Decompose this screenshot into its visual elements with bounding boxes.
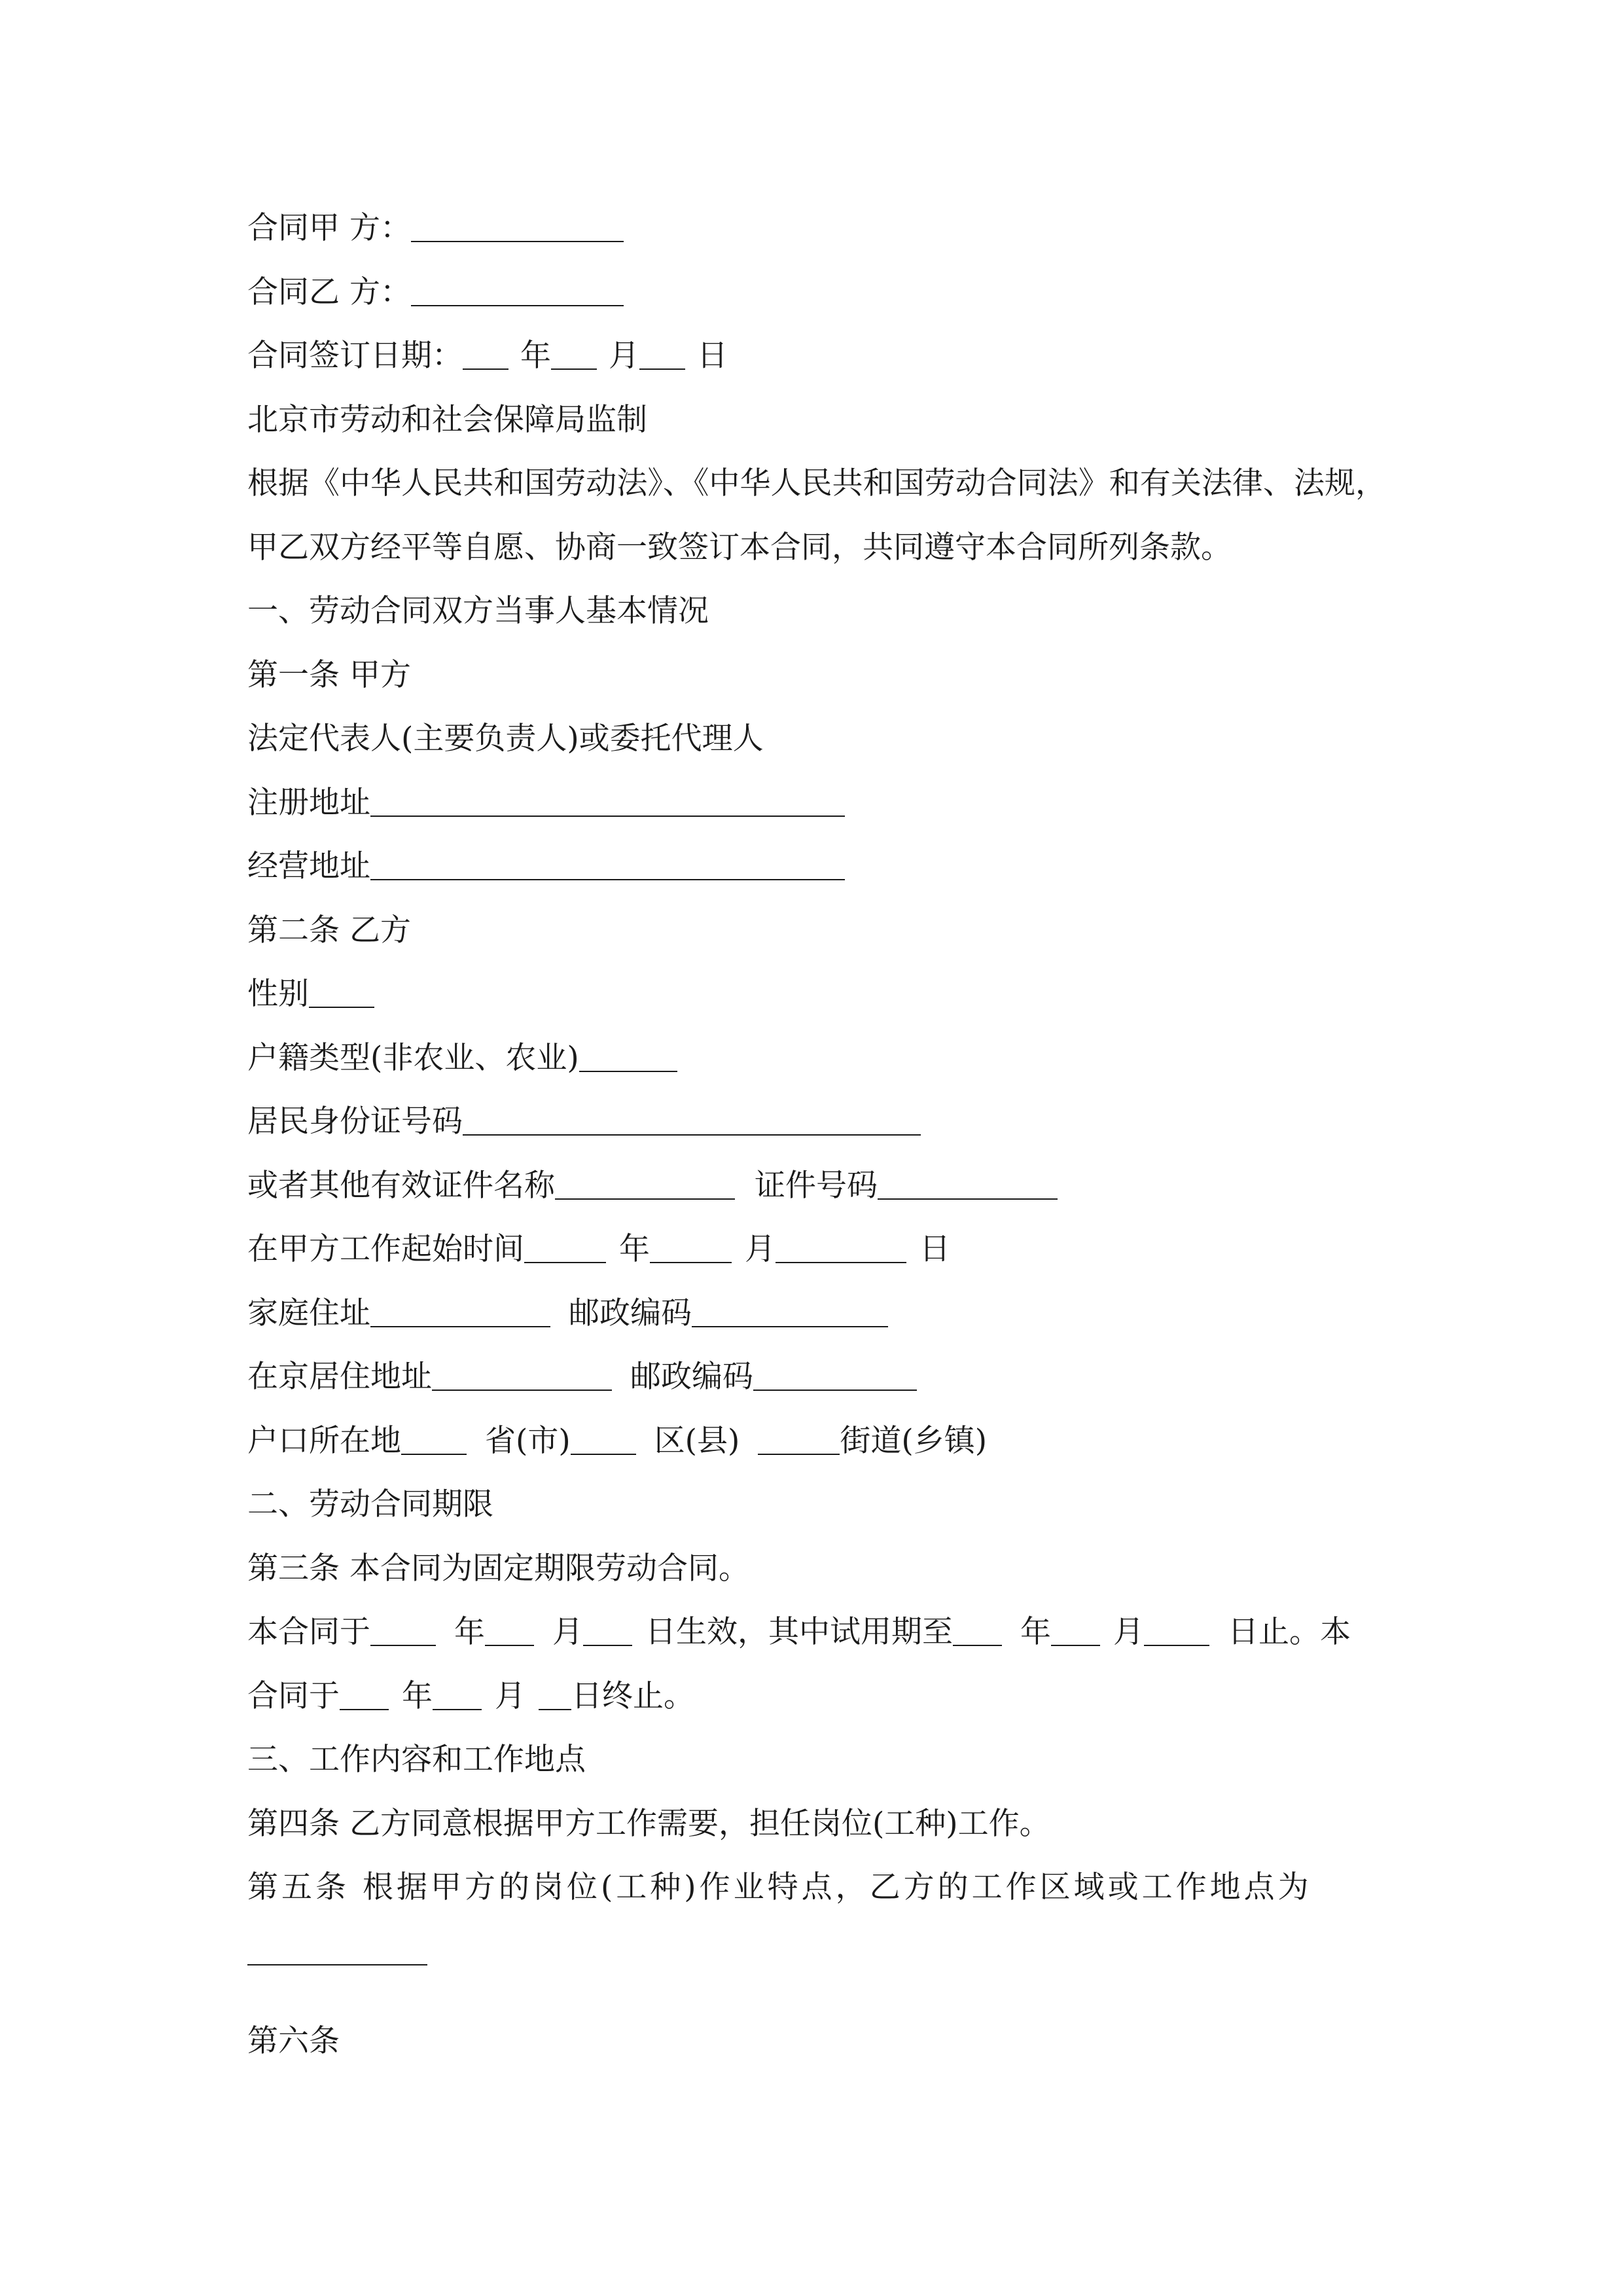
probation-day-blank[interactable] [1144, 1621, 1209, 1646]
issuer-text: 北京市劳动和社会保障局监制 [247, 401, 647, 438]
district-unit: 区(县) [654, 1422, 740, 1459]
biz-addr-blank[interactable] [370, 855, 845, 880]
home-addr-label: 家庭住址 [247, 1295, 370, 1331]
reg-addr-label: 注册地址 [247, 784, 370, 821]
hukou-loc-line [247, 1409, 1386, 1473]
probation-year-blank[interactable] [953, 1621, 1002, 1646]
work-location-blank[interactable] [247, 1941, 427, 1965]
article2-heading: 第二条 乙方 [247, 912, 411, 948]
terminate-text: 日终止。 [571, 1677, 694, 1714]
article1-heading: 第一条 甲方 [247, 656, 411, 693]
hukou-type-blank[interactable] [579, 1047, 677, 1072]
sign-month-unit: 月 [609, 338, 639, 374]
reg-addr-blank[interactable] [370, 792, 845, 817]
section2-title: 二、劳动合同期限 [247, 1486, 493, 1522]
party-b-blank[interactable] [411, 281, 624, 306]
reg-addr-line [247, 771, 1386, 835]
home-addr-line [247, 1282, 1386, 1346]
hukou-loc-label: 户口所在地 [247, 1422, 401, 1459]
effective-day-blank[interactable] [583, 1621, 632, 1646]
start-day-blank[interactable] [776, 1238, 906, 1263]
terminate-year-unit: 年 [402, 1677, 433, 1714]
home-postcode-label: 邮政编码 [569, 1295, 692, 1331]
biz-addr-label: 经营地址 [247, 848, 370, 884]
biz-addr-line [247, 834, 1386, 899]
contract-page [247, 196, 1386, 2073]
article6-heading: 第六条 [247, 2023, 340, 2059]
party-a-line [247, 196, 1386, 260]
sign-date-line [247, 324, 1386, 388]
province-unit: 省(市) [485, 1422, 571, 1459]
start-time-line [247, 1217, 1386, 1282]
terminate-month-unit: 月 [495, 1677, 526, 1714]
sign-day-blank[interactable] [639, 345, 685, 370]
party-b-line [247, 260, 1386, 325]
effective-year-blank[interactable] [370, 1621, 436, 1646]
sign-date-label: 合同签订日期： [247, 338, 463, 374]
effective-line [247, 1600, 1386, 1664]
home-addr-blank[interactable] [370, 1302, 550, 1327]
effective-prefix: 本合同于 [247, 1614, 370, 1650]
party-b-label: 合同乙 方： [247, 274, 411, 310]
effective-day-text: 日生效，其中试用期至 [645, 1614, 953, 1650]
issuer-line [247, 388, 1386, 452]
probation-month-blank[interactable] [1051, 1621, 1100, 1646]
bj-postcode-blank[interactable] [753, 1366, 917, 1391]
section1-title: 一、劳动合同双方当事人基本情况 [247, 593, 709, 629]
representative-line: 法定代表人(主要负责人)或委托代理人 [247, 721, 764, 757]
hukou-type-line [247, 1026, 1386, 1090]
article5-blank-line [247, 1920, 1386, 1984]
sign-month-blank[interactable] [551, 345, 597, 370]
hukou-type-label: 户籍类型(非农业、农业) [247, 1039, 579, 1076]
article5-line: 第五条 根据甲方的岗位(工种)作业特点，乙方的工作区域或工作地点为 [247, 1869, 1312, 1905]
party-a-blank[interactable] [411, 217, 624, 242]
bj-addr-label: 在京居住地址 [247, 1359, 432, 1395]
id-number-label: 居民身份证号码 [247, 1103, 463, 1139]
effective-year-unit: 年 [454, 1614, 485, 1650]
terminate-line [247, 1664, 1386, 1729]
article4-line: 第四条 乙方同意根据甲方工作需要，担任岗位(工种)工作。 [247, 1805, 1050, 1842]
other-id-number-blank[interactable] [878, 1175, 1058, 1200]
start-month-unit: 月 [745, 1231, 776, 1267]
bj-postcode-label: 邮政编码 [630, 1359, 753, 1395]
sign-year-unit: 年 [520, 338, 551, 374]
start-year-unit: 年 [619, 1231, 650, 1267]
street-blank[interactable] [758, 1430, 840, 1455]
other-id-line [247, 1154, 1386, 1218]
probation-end-text: 日止。本 [1228, 1614, 1351, 1650]
party-a-label: 合同甲 方： [247, 210, 411, 246]
street-unit: 街道(乡镇) [840, 1422, 988, 1459]
effective-month-blank[interactable] [485, 1621, 534, 1646]
id-number-line [247, 1090, 1386, 1154]
bj-addr-line [247, 1345, 1386, 1409]
probation-year-unit: 年 [1020, 1614, 1051, 1650]
sign-day-unit: 日 [697, 338, 728, 374]
start-year-blank[interactable] [524, 1238, 606, 1263]
terminate-day-blank[interactable] [539, 1685, 571, 1710]
start-day-unit: 日 [919, 1231, 950, 1267]
gender-line [247, 962, 1386, 1026]
start-time-label: 在甲方工作起始时间 [247, 1231, 524, 1267]
other-id-name-blank[interactable] [555, 1175, 735, 1200]
terminate-prefix: 合同于 [247, 1677, 340, 1714]
bj-addr-blank[interactable] [432, 1366, 612, 1391]
article3-line: 第三条 本合同为固定期限劳动合同。 [247, 1550, 749, 1587]
home-postcode-blank[interactable] [692, 1302, 888, 1327]
effective-month-unit: 月 [552, 1614, 583, 1650]
other-id-number-label: 证件号码 [755, 1167, 878, 1204]
spacer [247, 1983, 1386, 2009]
district-blank[interactable] [571, 1430, 636, 1455]
section3-title: 三、工作内容和工作地点 [247, 1742, 586, 1778]
id-number-blank[interactable] [463, 1111, 921, 1136]
preamble-paragraph: 根据《中华人民共和国劳动法》、《中华人民共和国劳动合同法》和有关法律、法规，甲乙双方经平等自愿、协商一致签订本合同，共同遵守本合同所列条款。 [247, 465, 1386, 565]
gender-label: 性别 [247, 976, 309, 1012]
start-month-blank[interactable] [650, 1238, 732, 1263]
sign-year-blank[interactable] [463, 345, 508, 370]
province-blank[interactable] [401, 1430, 467, 1455]
terminate-year-blank[interactable] [340, 1685, 389, 1710]
probation-month-unit: 月 [1113, 1614, 1144, 1650]
gender-blank[interactable] [309, 983, 374, 1008]
other-id-name-label: 或者其他有效证件名称 [247, 1167, 555, 1204]
terminate-month-blank[interactable] [433, 1685, 482, 1710]
